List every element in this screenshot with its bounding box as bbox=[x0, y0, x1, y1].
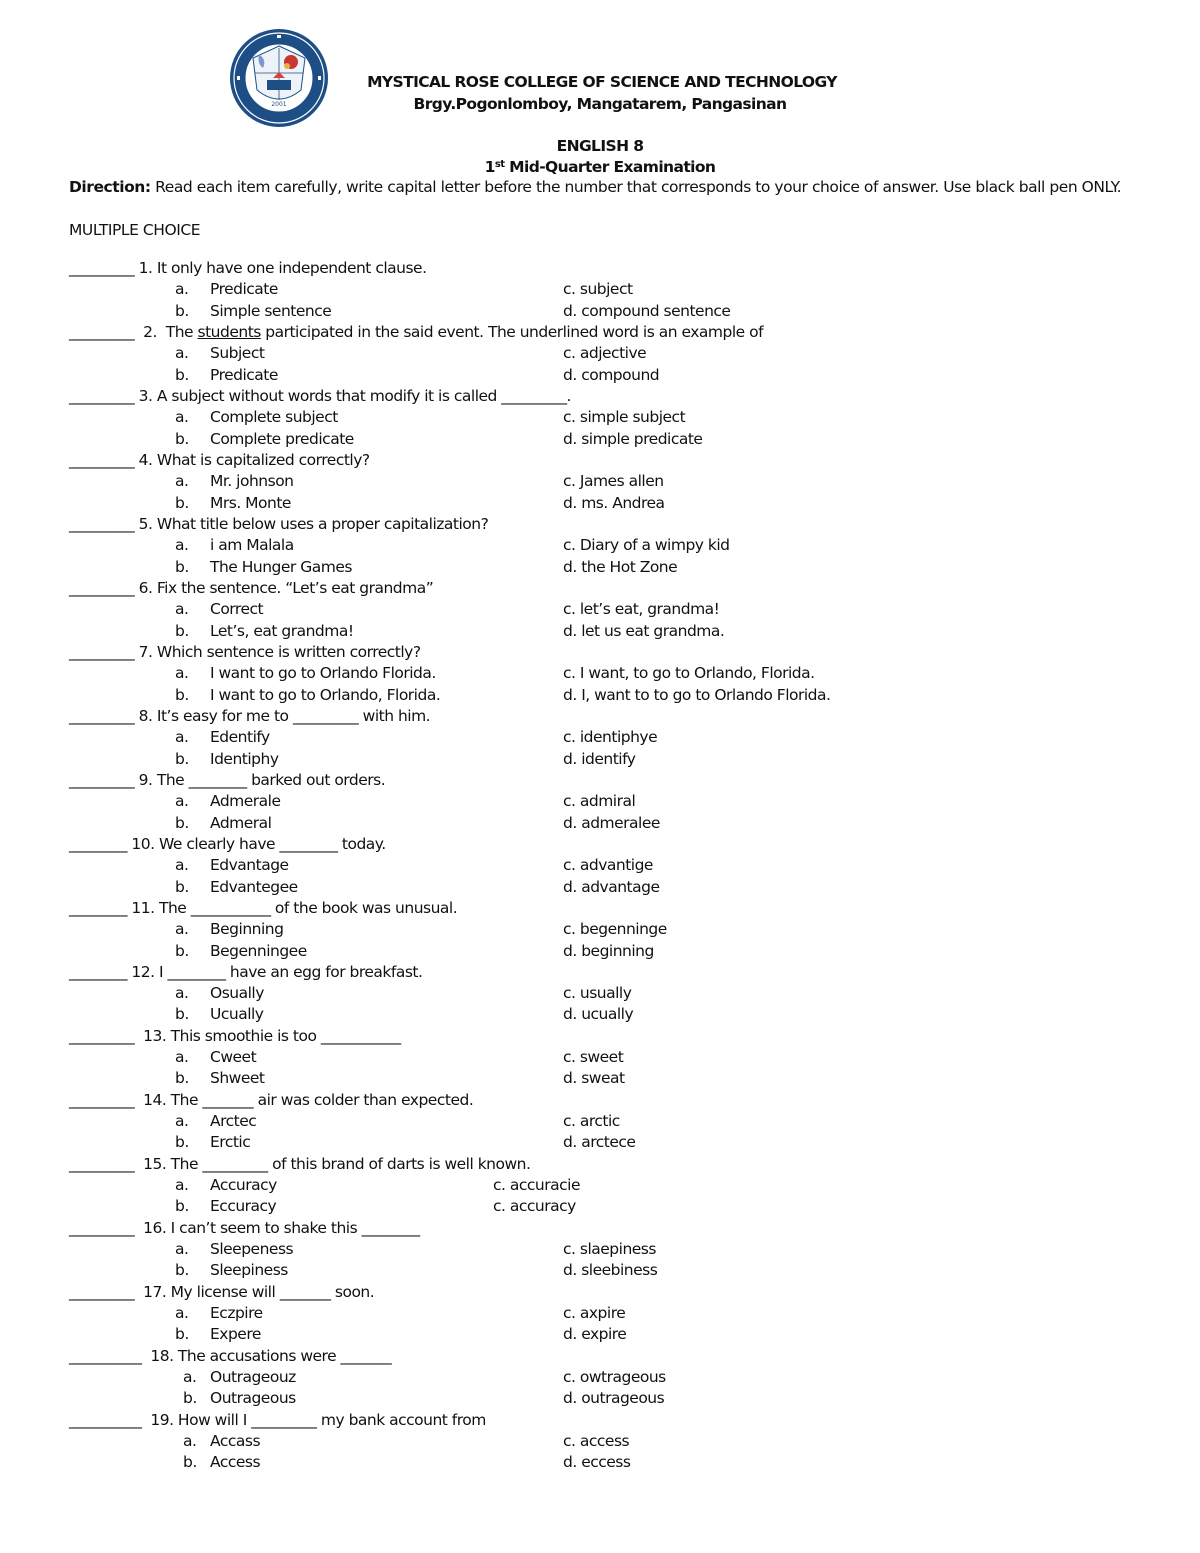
option-letter: b. bbox=[175, 813, 189, 832]
option-a bbox=[175, 1047, 256, 1068]
option-d: c. accuracy bbox=[493, 1197, 576, 1216]
question-item bbox=[69, 770, 1169, 834]
question-stem bbox=[69, 1026, 1169, 1047]
option-row bbox=[69, 535, 1169, 556]
option-b bbox=[175, 941, 307, 962]
option-text: Edvantage bbox=[210, 856, 289, 875]
option-text: The Hunger Games bbox=[210, 557, 352, 576]
option-row bbox=[69, 1175, 1169, 1196]
question-text: 4. What is capitalized correctly? bbox=[134, 450, 370, 469]
option-text: Cweet bbox=[210, 1048, 257, 1067]
option-letter: b. bbox=[175, 365, 189, 384]
option-a bbox=[175, 1175, 277, 1196]
option-b bbox=[175, 813, 271, 834]
option-a bbox=[175, 343, 264, 364]
question-text: 12. I ________ have an egg for breakfast. bbox=[127, 962, 423, 981]
option-text: I want to go to Orlando, Florida. bbox=[210, 685, 441, 704]
option-row bbox=[69, 813, 1169, 834]
option-d: d. arctece bbox=[563, 1133, 636, 1152]
option-text: Outrageous bbox=[210, 1389, 296, 1408]
option-d: d. advantage bbox=[563, 877, 660, 896]
option-text: Ucually bbox=[210, 1005, 264, 1024]
question-text: 8. It’s easy for me to _________ with him. bbox=[134, 706, 431, 725]
option-text: Eczpire bbox=[210, 1304, 263, 1323]
question-item bbox=[69, 1282, 1169, 1346]
question-text: 13. This smoothie is too ___________ bbox=[134, 1026, 401, 1045]
option-letter: a. bbox=[175, 1112, 189, 1131]
option-row bbox=[69, 599, 1169, 620]
option-text: Sleepeness bbox=[210, 1240, 294, 1259]
option-letter: a. bbox=[175, 1048, 189, 1067]
option-letter: a. bbox=[175, 984, 189, 1003]
option-d: d. ucually bbox=[563, 1005, 634, 1024]
question-stem bbox=[69, 1090, 1169, 1111]
question-stem bbox=[69, 322, 1169, 343]
option-d: d. I, want to to go to Orlando Florida. bbox=[563, 685, 831, 704]
question-item bbox=[69, 322, 1169, 386]
option-c: c. begenninge bbox=[563, 920, 667, 939]
question-stem bbox=[69, 962, 1169, 983]
question-item bbox=[69, 1026, 1169, 1090]
option-c: c. let’s eat, grandma! bbox=[563, 600, 720, 619]
option-a bbox=[175, 535, 294, 556]
option-b bbox=[175, 493, 291, 514]
option-text: Accuracy bbox=[210, 1176, 277, 1195]
option-letter: a. bbox=[175, 792, 189, 811]
question-item bbox=[69, 834, 1169, 898]
option-text: Subject bbox=[210, 344, 265, 363]
option-row bbox=[69, 983, 1169, 1004]
option-a bbox=[175, 983, 264, 1004]
option-row bbox=[69, 365, 1169, 386]
option-letter: b. bbox=[175, 1197, 189, 1216]
option-text: Complete subject bbox=[210, 408, 338, 427]
option-d: d. sleebiness bbox=[563, 1261, 658, 1280]
option-b bbox=[183, 1388, 296, 1409]
option-d: d. outrageous bbox=[563, 1389, 665, 1408]
option-text: Outrageouz bbox=[210, 1368, 296, 1387]
option-a bbox=[175, 791, 281, 812]
exam-title-text: Mid-Quarter Examination bbox=[504, 158, 716, 176]
question-stem bbox=[69, 834, 1169, 855]
option-a bbox=[175, 1111, 256, 1132]
option-row bbox=[69, 791, 1169, 812]
option-d: d. simple predicate bbox=[563, 429, 703, 448]
option-c: c. adjective bbox=[563, 344, 647, 363]
question-item bbox=[69, 962, 1169, 1026]
option-a bbox=[175, 727, 270, 748]
option-a bbox=[175, 1239, 293, 1260]
option-text: Osually bbox=[210, 984, 264, 1003]
option-c: c. advantige bbox=[563, 856, 653, 875]
school-address: Brgy.Pogonlomboy, Mangatarem, Pangasinan bbox=[413, 95, 787, 113]
option-b bbox=[175, 749, 279, 770]
question-stem bbox=[69, 770, 1169, 791]
option-text: Beginning bbox=[210, 920, 284, 939]
option-row bbox=[69, 685, 1169, 706]
option-b bbox=[175, 429, 354, 450]
option-letter: b. bbox=[175, 621, 189, 640]
option-row bbox=[69, 749, 1169, 770]
option-row bbox=[69, 1132, 1169, 1153]
question-item bbox=[69, 1218, 1169, 1282]
question-stem bbox=[69, 1282, 1169, 1303]
option-letter: a. bbox=[175, 536, 189, 555]
option-d: d. compound bbox=[563, 365, 660, 384]
option-b bbox=[175, 365, 278, 386]
option-a bbox=[175, 855, 289, 876]
question-text: 16. I can’t seem to shake this ________ bbox=[134, 1218, 420, 1237]
exam-ordinal-suffix: st bbox=[494, 159, 505, 170]
question-stem bbox=[69, 450, 1169, 471]
answer-blank: _________ bbox=[69, 1026, 135, 1045]
option-text: I want to go to Orlando Florida. bbox=[210, 664, 436, 683]
option-row bbox=[69, 727, 1169, 748]
option-letter: b. bbox=[175, 749, 189, 768]
exam-ordinal: 1 bbox=[484, 158, 495, 176]
option-row bbox=[69, 343, 1169, 364]
option-b bbox=[175, 1196, 276, 1217]
option-row bbox=[69, 663, 1169, 684]
option-text: Admeral bbox=[210, 813, 272, 832]
option-letter: a. bbox=[175, 408, 189, 427]
question-text: 19. How will I _________ my bank account from bbox=[141, 1410, 486, 1429]
answer-blank: _________ bbox=[69, 514, 135, 533]
option-a bbox=[183, 1431, 260, 1452]
question-stem bbox=[69, 898, 1169, 919]
option-letter: b. bbox=[175, 1005, 189, 1024]
option-text: Begenningee bbox=[210, 941, 307, 960]
option-c: c. accuracie bbox=[493, 1176, 580, 1195]
option-a bbox=[175, 599, 263, 620]
answer-blank: _________ bbox=[69, 642, 135, 661]
option-text: Correct bbox=[210, 600, 264, 619]
option-b bbox=[175, 301, 331, 322]
answer-blank: _________ bbox=[69, 706, 135, 725]
option-text: Simple sentence bbox=[210, 301, 332, 320]
option-d: d. expire bbox=[563, 1325, 627, 1344]
question-stem bbox=[69, 706, 1169, 727]
question-text: 3. A subject without words that modify it is called _________. bbox=[134, 386, 571, 405]
option-row bbox=[69, 1303, 1169, 1324]
option-b bbox=[175, 685, 440, 706]
option-letter: a. bbox=[175, 472, 189, 491]
option-row bbox=[69, 279, 1169, 300]
option-c: c. James allen bbox=[563, 472, 664, 491]
option-letter: a. bbox=[175, 1304, 189, 1323]
option-letter: a. bbox=[175, 920, 189, 939]
question-stem bbox=[69, 642, 1169, 663]
option-text: Identiphy bbox=[210, 749, 279, 768]
option-letter: b. bbox=[175, 1133, 189, 1152]
option-letter: b. bbox=[175, 1069, 189, 1088]
option-c: c. usually bbox=[563, 984, 632, 1003]
option-text: Access bbox=[210, 1453, 261, 1472]
option-row bbox=[69, 1388, 1169, 1409]
option-row bbox=[69, 1452, 1169, 1473]
option-row bbox=[69, 1324, 1169, 1345]
option-d: d. beginning bbox=[563, 941, 654, 960]
option-c: c. access bbox=[563, 1432, 630, 1451]
option-c: c. sweet bbox=[563, 1048, 624, 1067]
option-b bbox=[175, 1324, 261, 1345]
option-row bbox=[69, 1068, 1169, 1089]
answer-blank: _________ bbox=[69, 1090, 135, 1109]
option-b bbox=[175, 621, 354, 642]
question-item bbox=[69, 386, 1169, 450]
question-text: 7. Which sentence is written correctly? bbox=[134, 642, 421, 661]
option-letter: b. bbox=[175, 301, 189, 320]
option-c: c. owtrageous bbox=[563, 1368, 666, 1387]
answer-blank: _________ bbox=[69, 450, 135, 469]
option-letter: b. bbox=[175, 1261, 189, 1280]
option-row bbox=[69, 877, 1169, 898]
option-letter: b. bbox=[175, 429, 189, 448]
answer-blank: _________ bbox=[69, 1154, 135, 1173]
option-row bbox=[69, 1111, 1169, 1132]
answer-blank: _________ bbox=[69, 578, 135, 597]
option-b bbox=[175, 1004, 263, 1025]
option-a bbox=[175, 663, 436, 684]
question-item bbox=[69, 1346, 1169, 1410]
question-text: 9. The ________ barked out orders. bbox=[134, 770, 386, 789]
question-stem bbox=[69, 1410, 1169, 1431]
option-d: d. identify bbox=[563, 749, 636, 768]
option-text: Mrs. Monte bbox=[210, 493, 291, 512]
question-text: 2. The bbox=[134, 322, 198, 341]
option-letter: a. bbox=[175, 280, 189, 299]
answer-blank: _________ bbox=[69, 770, 135, 789]
option-a bbox=[175, 407, 338, 428]
question-text: 10. We clearly have ________ today. bbox=[127, 834, 386, 853]
option-c: c. arctic bbox=[563, 1112, 620, 1131]
answer-blank: _________ bbox=[69, 1218, 135, 1237]
option-letter: a. bbox=[175, 1240, 189, 1259]
underlined-word: students bbox=[197, 322, 261, 341]
option-row bbox=[69, 1260, 1169, 1281]
option-b bbox=[175, 1068, 265, 1089]
option-b bbox=[175, 557, 352, 578]
question-text: 17. My license will _______ soon. bbox=[134, 1282, 375, 1301]
option-d: d. sweat bbox=[563, 1069, 625, 1088]
option-d: d. let us eat grandma. bbox=[563, 621, 725, 640]
option-d: d. compound sentence bbox=[563, 301, 731, 320]
option-letter: a. bbox=[183, 1432, 197, 1451]
question-item bbox=[69, 578, 1169, 642]
option-letter: b. bbox=[183, 1453, 197, 1472]
option-letter: b. bbox=[175, 685, 189, 704]
question-item bbox=[69, 258, 1169, 322]
option-text: i am Malala bbox=[210, 536, 294, 555]
option-row bbox=[69, 301, 1169, 322]
option-c: c. admiral bbox=[563, 792, 636, 811]
answer-blank: _________ bbox=[69, 322, 135, 341]
question-text: 5. What title below uses a proper capitalization? bbox=[134, 514, 489, 533]
option-a bbox=[175, 471, 294, 492]
section-title: MULTIPLE CHOICE bbox=[69, 221, 201, 239]
school-name: MYSTICAL ROSE COLLEGE OF SCIENCE AND TECHNOLOGY bbox=[367, 73, 837, 91]
option-row bbox=[69, 919, 1169, 940]
option-b bbox=[175, 1260, 288, 1281]
option-row bbox=[69, 493, 1169, 514]
option-a bbox=[175, 279, 278, 300]
option-letter: a. bbox=[175, 600, 189, 619]
option-row bbox=[69, 557, 1169, 578]
option-row bbox=[69, 1004, 1169, 1025]
option-c: c. identiphye bbox=[563, 728, 658, 747]
option-b bbox=[175, 877, 298, 898]
question-item bbox=[69, 706, 1169, 770]
question-text: participated in the said event. The underlined word is an example of bbox=[260, 322, 764, 341]
option-row bbox=[69, 1239, 1169, 1260]
answer-blank: _________ bbox=[69, 386, 135, 405]
option-letter: b. bbox=[175, 877, 189, 896]
question-item bbox=[69, 1090, 1169, 1154]
option-letter: a. bbox=[183, 1368, 197, 1387]
option-letter: a. bbox=[175, 728, 189, 747]
question-text: 18. The accusations were _______ bbox=[141, 1346, 392, 1365]
option-text: Admerale bbox=[210, 792, 281, 811]
svg-text:2001: 2001 bbox=[271, 101, 287, 108]
option-c: c. Diary of a wimpy kid bbox=[563, 536, 730, 555]
option-row bbox=[69, 1431, 1169, 1452]
option-text: Shweet bbox=[210, 1069, 265, 1088]
option-row bbox=[69, 855, 1169, 876]
option-letter: b. bbox=[175, 557, 189, 576]
question-item bbox=[69, 450, 1169, 514]
option-row bbox=[69, 429, 1169, 450]
question-item bbox=[69, 1410, 1169, 1474]
answer-blank: ________ bbox=[69, 834, 127, 853]
option-letter: a. bbox=[175, 856, 189, 875]
option-letter: b. bbox=[175, 941, 189, 960]
option-d: d. eccess bbox=[563, 1453, 631, 1472]
question-text: 11. The ___________ of the book was unusual. bbox=[127, 898, 458, 917]
option-letter: b. bbox=[175, 493, 189, 512]
option-d: d. admeralee bbox=[563, 813, 660, 832]
question-item bbox=[69, 898, 1169, 962]
subject-title: ENGLISH 8 bbox=[556, 137, 644, 155]
question-text: 14. The _______ air was colder than expected. bbox=[134, 1090, 474, 1109]
option-text: Predicate bbox=[210, 365, 278, 384]
question-stem bbox=[69, 1154, 1169, 1175]
option-letter: a. bbox=[175, 344, 189, 363]
exam-title bbox=[0, 156, 1200, 178]
question-item bbox=[69, 1154, 1169, 1218]
answer-blank: ________ bbox=[69, 962, 127, 981]
option-text: Mr. johnson bbox=[210, 472, 294, 491]
question-stem bbox=[69, 1218, 1169, 1239]
option-text: Arctec bbox=[210, 1112, 257, 1131]
direction-text: Read each item carefully, write capital letter before the number that corresponds to your choice of answer. Use black ball pen ONLY. bbox=[150, 178, 1122, 196]
option-row bbox=[69, 1196, 1169, 1217]
option-c: c. subject bbox=[563, 280, 633, 299]
option-c: c. axpire bbox=[563, 1304, 626, 1323]
option-letter: b. bbox=[183, 1389, 197, 1408]
answer-blank: __________ bbox=[69, 1410, 142, 1429]
question-stem bbox=[69, 514, 1169, 535]
option-a bbox=[175, 919, 283, 940]
answer-blank: _________ bbox=[69, 1282, 135, 1301]
option-text: Edentify bbox=[210, 728, 270, 747]
option-c: c. I want, to go to Orlando, Florida. bbox=[563, 664, 815, 683]
option-b bbox=[175, 1132, 250, 1153]
option-c: c. simple subject bbox=[563, 408, 686, 427]
answer-blank: ________ bbox=[69, 898, 127, 917]
answer-blank: _________ bbox=[69, 259, 135, 277]
option-letter: a. bbox=[175, 664, 189, 683]
option-c: c. slaepiness bbox=[563, 1240, 656, 1259]
option-text: Sleepiness bbox=[210, 1261, 288, 1280]
option-text: Predicate bbox=[210, 280, 278, 299]
option-text: Expere bbox=[210, 1325, 261, 1344]
option-row bbox=[69, 471, 1169, 492]
question-text: 6. Fix the sentence. “Let’s eat grandma” bbox=[134, 578, 434, 597]
option-text: Accass bbox=[210, 1432, 261, 1451]
question-list bbox=[69, 258, 1169, 1474]
directions bbox=[69, 177, 1149, 199]
option-row bbox=[69, 1047, 1169, 1068]
question-stem bbox=[69, 386, 1169, 407]
option-text: Eccuracy bbox=[210, 1197, 277, 1216]
option-text: Erctic bbox=[210, 1133, 251, 1152]
option-a bbox=[183, 1367, 296, 1388]
option-text: Edvantegee bbox=[210, 877, 298, 896]
question-text: 1. It only have one independent clause. bbox=[134, 259, 427, 277]
option-text: Complete predicate bbox=[210, 429, 354, 448]
option-text: Let’s, eat grandma! bbox=[210, 621, 354, 640]
option-row bbox=[69, 1367, 1169, 1388]
question-item bbox=[69, 514, 1169, 578]
question-text: 15. The _________ of this brand of darts is well known. bbox=[134, 1154, 531, 1173]
option-row bbox=[69, 941, 1169, 962]
option-letter: b. bbox=[175, 1325, 189, 1344]
option-a bbox=[175, 1303, 263, 1324]
question-item bbox=[69, 642, 1169, 706]
answer-blank: __________ bbox=[69, 1346, 142, 1365]
option-d: d. the Hot Zone bbox=[563, 557, 678, 576]
option-letter: a. bbox=[175, 1176, 189, 1195]
question-stem bbox=[69, 578, 1169, 599]
option-d: d. ms. Andrea bbox=[563, 493, 665, 512]
direction-label: Direction: bbox=[69, 178, 151, 196]
option-row bbox=[69, 621, 1169, 642]
question-stem bbox=[69, 258, 1169, 279]
option-row bbox=[69, 407, 1169, 428]
option-b bbox=[183, 1452, 260, 1473]
question-stem bbox=[69, 1346, 1169, 1367]
